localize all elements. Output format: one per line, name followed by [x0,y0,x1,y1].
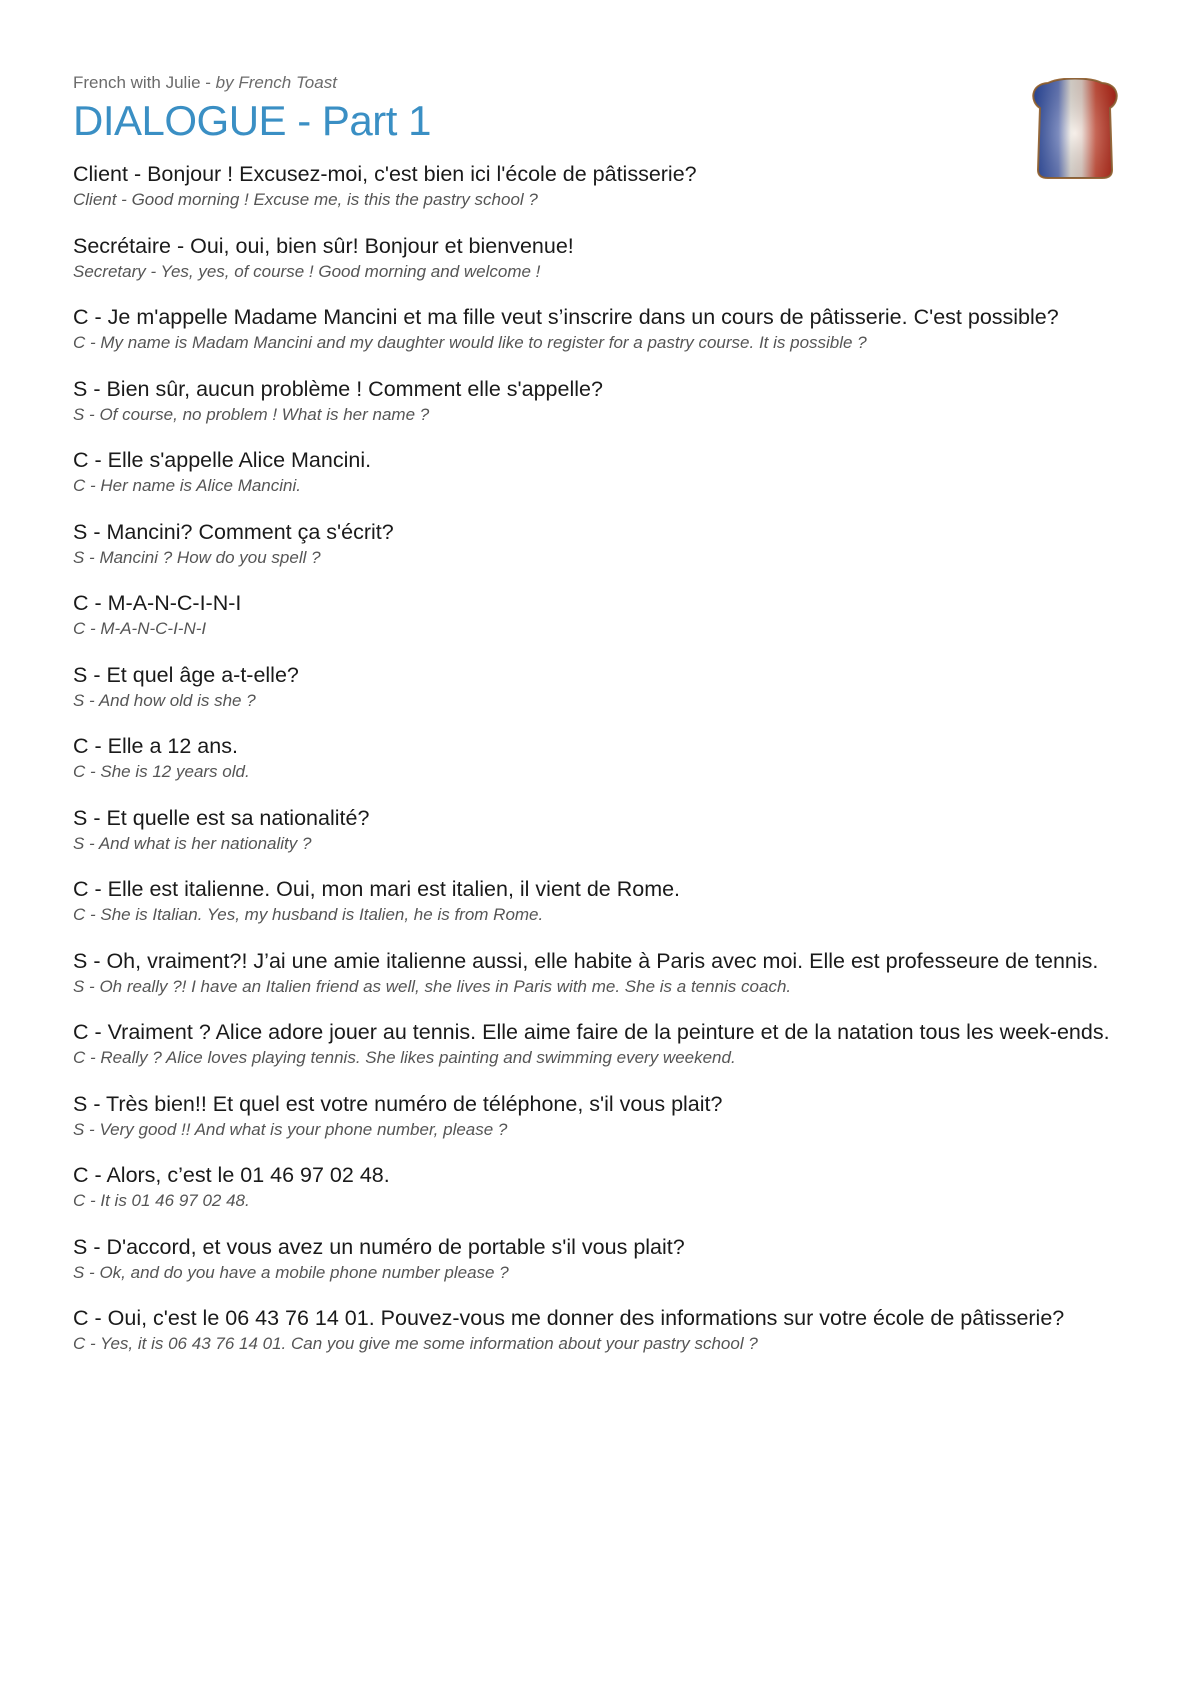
french-line: C - Oui, c'est le 06 43 76 14 01. Pouvez-vous me donner des informations sur votre école de pâtisserie? [73,1306,1065,1330]
byline: by French Toast [215,73,337,92]
dialogue-exchange [73,160,1133,211]
english-translation: S - Oh really ?! I have an Italien friend as well, she lives in Paris with me. She is a tennis coach. [73,976,792,996]
french-line: S - Bien sûr, aucun problème ! Comment elle s'appelle? [73,376,603,401]
dialogue-exchange [73,589,1133,640]
page-title: DIALOGUE - Part 1 [73,97,431,144]
dialogue-exchange [73,947,1133,998]
english-translation: C - Her name is Alice Mancini. [73,476,301,495]
dialogue-exchange [73,1018,1133,1069]
english-translation: C - It is 01 46 97 02 48. [73,1191,250,1210]
english-translation: S - Ok, and do you have a mobile phone number please ? [73,1262,509,1282]
french-line: Secrétaire - Oui, oui, bien sûr! Bonjour et bienvenue! [73,233,574,258]
french-line: S - Et quel âge a-t-elle? [73,662,299,687]
french-line: C - Vraiment ? Alice adore jouer au tennis. Elle aime faire de la peinture et de la natation tous les week-ends. [73,1020,1110,1044]
english-translation: C - My name is Madam Mancini and my daughter would like to register for a pastry course. It is possible ? [73,333,867,352]
course-name: French with Julie - [73,73,216,92]
dialogue-exchange [73,446,1133,497]
document-page [73,72,1133,1376]
dialogue-exchange [73,1233,1133,1284]
french-line: S - Mancini? Comment ça s'écrit? [73,519,394,544]
english-translation: C - Yes, it is 06 43 76 14 01. Can you give me some information about your pastry school ? [73,1334,758,1353]
french-line: S - D'accord, et vous avez un numéro de portable s'il vous plait? [73,1234,685,1259]
dialogue-exchange [73,375,1133,426]
dialogue-exchange [73,732,1133,783]
dialogue-exchange [73,518,1133,569]
english-translation: C - Really ? Alice loves playing tennis. She likes painting and swimming every weekend. [73,1048,736,1067]
english-translation: Secretary - Yes, yes, of course ! Good morning and welcome ! [73,261,541,281]
dialogue-exchange [73,875,1133,926]
english-translation: S - Of course, no problem ! What is her name ? [73,404,430,424]
dialogue-exchange [73,661,1133,712]
dialogue-exchange [73,1090,1133,1141]
french-line: Client - Bonjour ! Excusez-moi, c'est bien ici l'école de pâtisserie? [73,162,697,186]
english-translation: S - Very good !! And what is your phone number, please ? [73,1119,508,1139]
document-header [73,72,1133,94]
dialogue-exchange [73,232,1133,283]
french-line: C - Elle a 12 ans. [73,734,238,758]
dialogue-exchange [73,303,1133,354]
french-line: C - M-A-N-C-I-N-I [73,591,242,615]
french-line: S - Et quelle est sa nationalité? [73,805,370,830]
french-line: S - Très bien!! Et quel est votre numéro de téléphone, s'il vous plait? [73,1091,723,1116]
english-translation: S - And what is her nationality ? [73,833,312,853]
english-translation: C - She is Italian. Yes, my husband is Italien, he is from Rome. [73,905,544,924]
dialogue-list [73,160,1133,1355]
dialogue-exchange [73,1304,1133,1355]
english-translation: S - And how old is she ? [73,690,256,710]
dialogue-exchange [73,804,1133,855]
english-translation: Client - Good morning ! Excuse me, is this the pastry school ? [73,190,538,209]
english-translation: C - M-A-N-C-I-N-I [73,619,207,638]
french-line: S - Oh, vraiment?! J’ai une amie italienne aussi, elle habite à Paris avec moi. Elle est professeure de tennis. [73,948,1099,973]
french-line: C - Elle est italienne. Oui, mon mari est italien, il vient de Rome. [73,877,681,901]
english-translation: C - She is 12 years old. [73,762,250,781]
french-line: C - Alors, c’est le 01 46 97 02 48. [73,1163,390,1187]
french-line: C - Je m'appelle Madame Mancini et ma fille veut s’inscrire dans un cours de pâtisserie. C'est possible? [73,305,1059,329]
dialogue-exchange [73,1161,1133,1212]
french-line: C - Elle s'appelle Alice Mancini. [73,448,372,472]
english-translation: S - Mancini ? How do you spell ? [73,547,321,567]
